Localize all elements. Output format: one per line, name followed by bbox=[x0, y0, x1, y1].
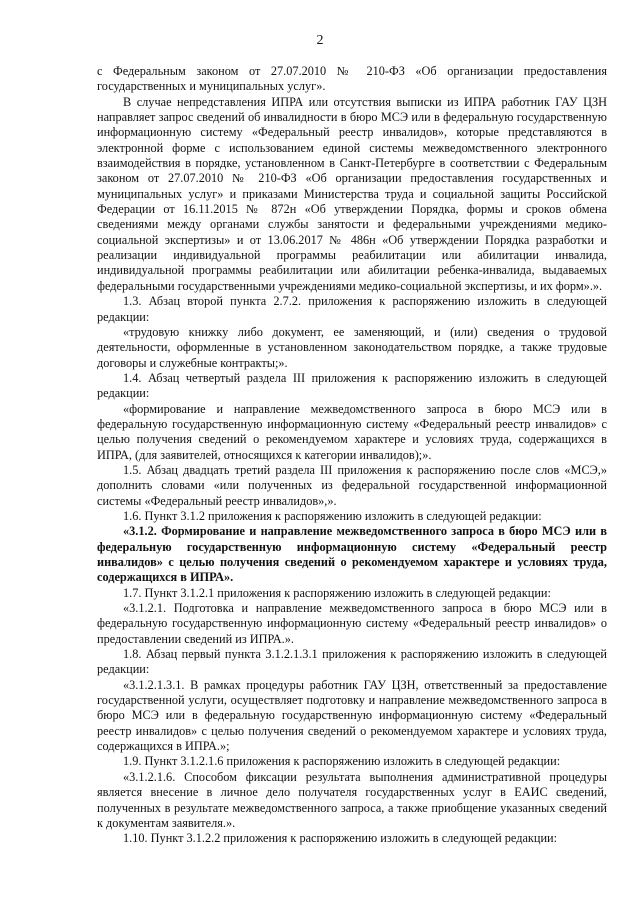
paragraph-1-9-quote: «3.1.2.1.6. Способом фиксации результата выполнения административной процедуры является внесение в личное дело получателя государственных услуг в ЕАИС сведений, полученных в результате межведомственного запроса, а также приобщение указанных сведений к документам заявителя.». bbox=[97, 769, 607, 830]
paragraph-1-3-quote: «трудовую книжку либо документ, ее заменяющий, и (или) сведения о трудовой деятельности, оформленные в установленном законодательством порядке, а также трудовые договоры и служебные контракты;». bbox=[97, 324, 607, 370]
paragraph-1-7-quote: «3.1.2.1. Подготовка и направление межведомственного запроса в бюро МСЭ или в федеральную государственную информационную систему «Федеральный реестр инвалидов» о предоставлении сведений из ИПРА.». bbox=[97, 601, 607, 646]
paragraph-1-9: 1.9. Пункт 3.1.2.1.6 приложения к распоряжению изложить в следующей редакции: bbox=[123, 754, 561, 769]
page-number: 2 bbox=[316, 33, 324, 48]
paragraph-1-8-quote: «3.1.2.1.3.1. В рамках процедуры работник ГАУ ЦЗН, ответственный за предоставление государственной услуги, осуществляет подготовку и направление межведомственного запроса в бюро МСЭ или в федеральную государственную информационную систему «Федеральный реестр инвалидов» с целью получения сведений о рекомендуемом характере и условиях труда, содержащихся в ИПРА.»; bbox=[97, 677, 607, 754]
paragraph-1-3: 1.3. Абзац второй пункта 2.7.2. приложения к распоряжению изложить в следующей редакции: bbox=[97, 294, 607, 324]
paragraph-1-8: 1.8. Абзац первый пункта 3.1.2.1.3.1 приложения к распоряжению изложить в следующей редакции: bbox=[97, 647, 607, 677]
paragraph-1: с Федеральным законом от 27.07.2010 № 210-ФЗ «Об организации предоставления государственных и муниципальных услуг». bbox=[97, 64, 607, 94]
paragraph-2: В случае непредставления ИПРА или отсутствия выписки из ИПРА работник ГАУ ЦЗН направляет запрос сведений об инвалидности в бюро МСЭ или в федеральную государственную информационную систему «Федеральный реестр инвалидов», которые представляются в электронной форме с использованием единой системы межведомственного электронного взаимодействия в порядке, установленном в Санкт-Петербурге в соответствии с Федеральным законом от 27.07.2010 № 210-ФЗ «Об организации предоставления государственных и муниципальных услуг» и приказами Министерства труда и социальной защиты Российской Федерации от 16.11.2015 № 872н «Об утверждении Порядка, формы и сроков обмена сведениями между органами службы занятости и федеральными учреждениями медико-социальной экспертизы» и от 13.06.2017 № 486н «Об утверждении Порядка разработки и реализации индивидуальной программы реабилитации или абилитации инвалида, индивидуальной программы реабилитации или абилитации ребенка-инвалида, выдаваемых федеральными государственными учреждениями медико-социальной экспертизы, и их форм».». bbox=[97, 94, 607, 293]
paragraph-1-6: 1.6. Пункт 3.1.2 приложения к распоряжению изложить в следующей редакции: bbox=[123, 508, 542, 523]
paragraph-1-4: 1.4. Абзац четвертый раздела III приложения к распоряжению изложить в следующей редакции: bbox=[97, 370, 607, 401]
paragraph-1-5: 1.5. Абзац двадцать третий раздела III приложения к распоряжению после слов «МСЭ,» дополнить словами «или полученных из федеральной государственной информационной системы «Федеральный реестр инвалидов»,». bbox=[97, 462, 607, 508]
paragraph-1-4-quote: «формирование и направление межведомственного запроса в бюро МСЭ или в федеральную государственную информационную систему «Федеральный реестр инвалидов» с целью получения сведений о рекомендуемом характере и условиях труда, содержащихся в ИПРА, (для заявителей, относящихся к категории инвалидов);». bbox=[97, 401, 607, 462]
document-body bbox=[97, 64, 607, 847]
paragraph-3-1-2-heading: «3.1.2. Формирование и направление межведомственного запроса в бюро МСЭ или в федеральную государственную информационную систему «Федеральный реестр инвалидов» с целью получения сведений о рекомендуемом характере и условиях труда, содержащихся в ИПРА». bbox=[97, 524, 607, 585]
paragraph-1-10: 1.10. Пункт 3.1.2.2 приложения к распоряжению изложить в следующей редакции: bbox=[123, 831, 558, 846]
paragraph-1-7: 1.7. Пункт 3.1.2.1 приложения к распоряжению изложить в следующей редакции: bbox=[123, 585, 551, 600]
